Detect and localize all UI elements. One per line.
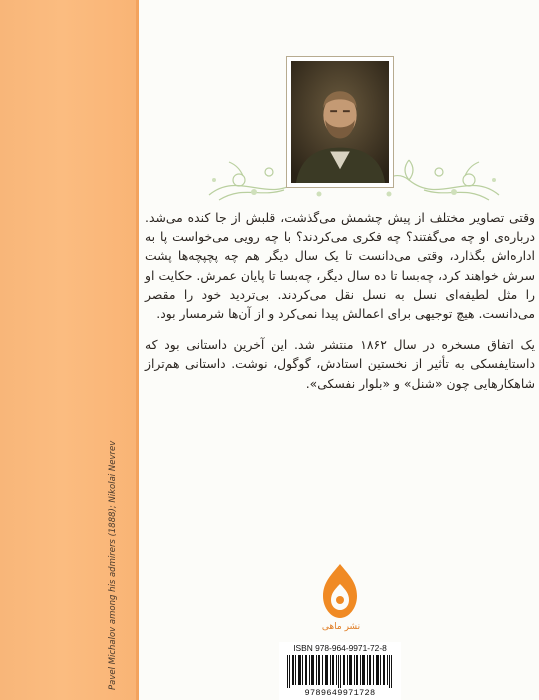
blurb-paragraph-1: وقتی تصاویر مختلف از پیش چشمش می‌گذشت، قلبش از جا کنده می‌شد. درباره‌ی او چه می‌گفتند؟ چه فکری می‌کردند؟ با چه رویی می‌خواست پا به اداره‌اش بگذارد، وقتی می‌دانست تا یک سال دیگر هم چه پچپچه‌ها پشت سرش خواهند کرد، چه‌بسا تا ده سال دیگر، چه‌بسا تا پایان عمرش. حکایت او را مثل لطیفه‌ای نسل به نسل نقل می‌کردند. بی‌تردید خود را مقصر می‌دانست. هیچ توجیهی برای اعمالش پیدا نمی‌کرد و از آن‌ها شرمسار بود. — [145, 210, 535, 322]
blurb-paragraph-2: یک اتفاق مسخره در سال ۱۸۶۲ منتشر شد. این آخرین داستانی بود که داستایفسکی به تأثیر از نخستین استادش، گوگول، نوشت. داستانی هم‌تراز شاهکارهایی چون «شنل» و «بلوار نفسکی». — [145, 337, 535, 391]
author-portrait — [286, 56, 394, 188]
barcode — [279, 642, 401, 700]
publisher-logo — [315, 560, 365, 622]
back-cover — [139, 0, 539, 700]
publisher-name: نشر ماهی — [321, 622, 361, 632]
blurb-text — [145, 208, 535, 393]
isbn-label: ISBN 978-964-9971-72-8 — [293, 643, 387, 653]
image-credit: Pavel Michalov among his admirers (1888); Nikolai Nevrev — [108, 440, 118, 690]
barcode-number: 9789649971728 — [304, 688, 376, 698]
barcode-bars — [285, 655, 395, 688]
